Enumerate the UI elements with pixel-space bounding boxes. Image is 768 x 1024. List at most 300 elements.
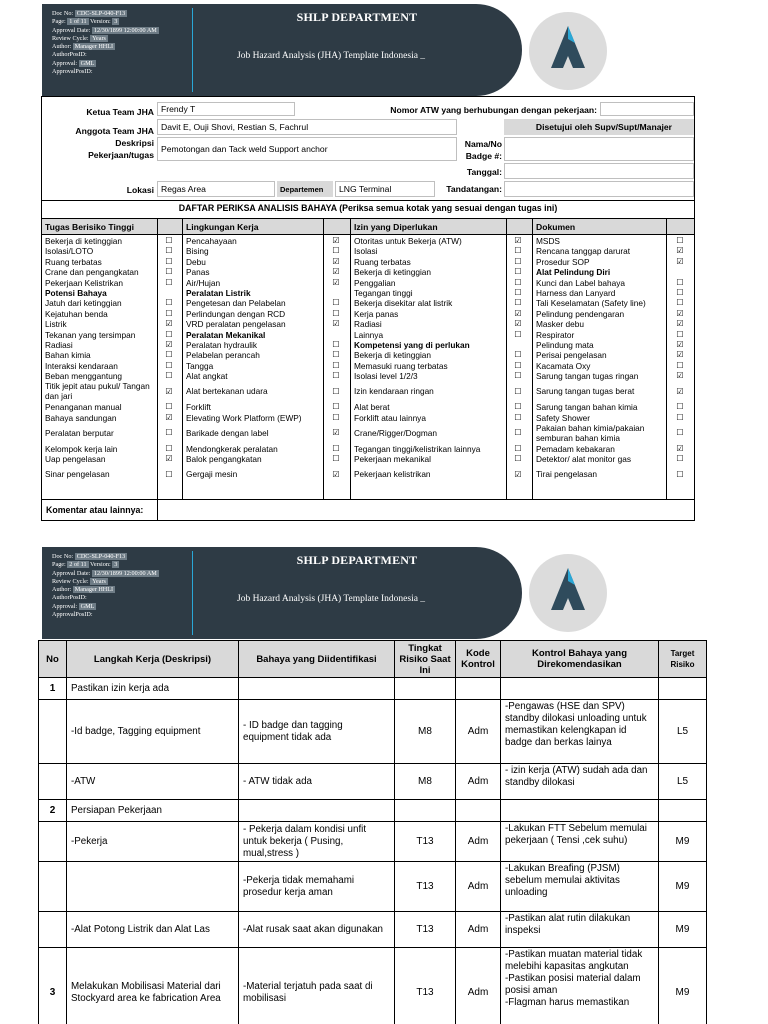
row-number: 3 [39, 948, 67, 1024]
document-title: Job Hazard Analysis (JHA) Template Indonesia _ [237, 594, 426, 604]
checklist-item-label: Kerja panas [354, 308, 399, 319]
checklist-item-label: Tirai pengelasan [536, 469, 598, 480]
row-number [39, 912, 67, 948]
checked-box-icon[interactable]: ☑ [165, 340, 173, 349]
checklist-item-label: Radiasi [45, 340, 73, 350]
target-risk-cell: M9 [659, 948, 707, 1024]
checklist-item-label: Harness dan Lanyard [536, 288, 616, 298]
unchecked-box-icon[interactable]: ☐ [676, 329, 684, 339]
checklist-item-label: Crane/Rigger/Dogman [354, 427, 438, 438]
deskripsi-value: Pemotongan dan Tack weld Support anchor [161, 144, 328, 154]
checklist-item-label: Pelabelan perancah [186, 350, 260, 361]
grid-line [157, 219, 158, 499]
meta-value: Years [92, 34, 106, 42]
header-banner-page2 [42, 547, 522, 639]
unchecked-box-icon[interactable]: ☐ [514, 454, 522, 464]
row-number: 2 [39, 800, 67, 822]
unchecked-box-icon[interactable]: ☐ [165, 246, 173, 256]
checklist-item-label: Panas [186, 267, 210, 278]
nama-label-2: Badge #: [465, 151, 502, 161]
meta-label: ApprovalPosID: [52, 68, 93, 76]
checked-box-icon[interactable]: ☑ [514, 319, 522, 329]
meta-label: Review Cycle: [52, 577, 91, 585]
unchecked-box-icon[interactable]: ☐ [332, 371, 340, 381]
col4-header: Dokumen [536, 222, 576, 232]
nama-badge-field[interactable] [504, 137, 694, 161]
unchecked-box-icon[interactable]: ☐ [514, 288, 522, 297]
empty-cell [395, 800, 456, 822]
control-cell: -Pengawas (HSE dan SPV) standby dilokasi unloading untuk memastikan kelengkapan id badge dan berkas lainya [501, 700, 659, 764]
unchecked-box-icon[interactable]: ☐ [165, 256, 173, 266]
company-logo-icon [529, 554, 607, 632]
comment-field[interactable] [158, 500, 694, 521]
control-cell: - izin kerja (ATW) sudah ada dan standby dilokasi [501, 764, 659, 800]
unchecked-box-icon[interactable]: ☐ [165, 470, 173, 479]
rule [42, 200, 694, 201]
meta-label: Author: [52, 43, 73, 51]
meta-row [52, 51, 197, 59]
unchecked-box-icon[interactable]: ☐ [332, 246, 340, 256]
column-header: Langkah Kerja (Deskripsi) [67, 641, 239, 678]
department-title: SHLP DEPARTMENT [296, 10, 418, 24]
meta-row [52, 553, 197, 561]
checklist-item-label: Respirator [536, 329, 575, 340]
meta-label: Version: [88, 561, 113, 569]
checked-box-icon[interactable]: ☑ [514, 308, 522, 318]
unchecked-box-icon[interactable]: ☐ [165, 444, 173, 453]
grid-line [323, 219, 324, 499]
checklist-item-label: Isolasi [354, 246, 378, 257]
unchecked-box-icon[interactable]: ☐ [676, 277, 684, 287]
table-row [39, 912, 707, 948]
meta-label: Approval Date: [52, 26, 92, 34]
section-title: Pastikan izin kerja ada [67, 678, 239, 700]
target-risk-cell: L5 [659, 700, 707, 764]
row-number [39, 822, 67, 862]
checklist-item-label: Sarung tangan bahan kimia [536, 402, 638, 413]
checklist-item-label: Alat berat [354, 402, 390, 413]
control-code-cell: Adm [456, 862, 501, 912]
checklist-item-label: Debu [186, 256, 206, 267]
empty-cell [501, 800, 659, 822]
risk-cell: M8 [395, 700, 456, 764]
checked-box-icon[interactable]: ☑ [514, 470, 522, 479]
ketua-label: Ketua Team JHA [86, 107, 154, 117]
unchecked-box-icon[interactable]: ☐ [676, 402, 684, 412]
unchecked-box-icon[interactable]: ☐ [332, 360, 340, 370]
checklist-item-label: Peralatan hydraulik [186, 340, 258, 350]
step-cell: -Id badge, Tagging equipment [67, 700, 239, 764]
department-title: SHLP DEPARTMENT [296, 553, 418, 567]
control-code-cell: Adm [456, 700, 501, 764]
row-number: 1 [39, 678, 67, 700]
checklist-item-label: Potensi Bahaya [45, 288, 107, 298]
col3-header: Izin yang Diperlukan [354, 222, 438, 232]
meta-row [52, 578, 197, 586]
checklist-item-label: Pelindung pendengaran [536, 308, 625, 319]
meta-row [52, 68, 197, 76]
meta-value: Manager HHLI [74, 586, 114, 594]
checklist-item-label: Pakaian bahan kimia/pakaian semburan bahan kimia [536, 423, 645, 443]
column-header: Kode Kontrol [456, 641, 501, 678]
tandatangan-label: Tandatangan: [446, 184, 502, 194]
checklist-item-label: Beban menggantung [45, 371, 123, 382]
meta-row [52, 611, 197, 619]
checklist-item-label: Tekanan yang tersimpan [45, 329, 136, 340]
checklist-item-label: Pengetesan dan Pelabelan [186, 298, 286, 309]
departemen-label: Departemen [280, 185, 324, 194]
col1-header: Tugas Berisiko Tinggi [45, 222, 134, 232]
hazard-cell: -Material terjatuh pada saat di mobilisasi [239, 948, 395, 1024]
checklist-item-label: Uap pengelasan [45, 454, 106, 465]
checklist-item-label: Sarung tangan tugas berat [536, 386, 635, 397]
unchecked-box-icon[interactable]: ☐ [165, 329, 173, 339]
unchecked-box-icon[interactable]: ☐ [514, 277, 522, 287]
control-cell: -Lakukan FTT Sebelum memulai pekerjaan ( Tensi ,cek suhu) [501, 822, 659, 862]
section-title: Persiapan Pekerjaan [67, 800, 239, 822]
checklist-item-label: Detektor/ alat monitor gas [536, 454, 631, 465]
unchecked-box-icon[interactable]: ☐ [676, 360, 684, 370]
control-cell: -Pastikan alat rutin dilakukan inspeksi [501, 912, 659, 948]
checklist-item-label: Tegangan tinggi/kelistrikan lainnya [354, 444, 481, 454]
unchecked-box-icon[interactable]: ☐ [332, 402, 340, 412]
unchecked-box-icon[interactable]: ☐ [514, 444, 522, 453]
checked-box-icon[interactable]: ☑ [676, 319, 684, 329]
checklist-item-label: Otoritas untuk Bekerja (ATW) [354, 236, 462, 246]
table-row [39, 764, 707, 800]
control-code-cell: Adm [456, 948, 501, 1024]
checklist-item-label: Safety Shower [536, 412, 590, 423]
checklist-item-label: Mendongkerak peralatan [186, 444, 278, 454]
meta-row [52, 10, 197, 18]
risk-cell: T13 [395, 948, 456, 1024]
approved-label: Disetujui oleh Supv/Supt/Manajer [535, 122, 672, 132]
column-header: Bahaya yang Diidentifikasi [239, 641, 395, 678]
unchecked-box-icon[interactable]: ☐ [165, 236, 173, 245]
unchecked-box-icon[interactable]: ☐ [514, 350, 522, 360]
checklist-item-label: Alat angkat [186, 371, 228, 382]
empty-cell [456, 678, 501, 700]
control-cell: -Pastikan muatan material tidak melebihi kapasitas angkutan -Pastikan posisi material dalam posisi aman -Flagman harus memastikan [501, 948, 659, 1024]
checklist-item-label: Penanganan manual [45, 402, 122, 413]
checklist-item-label: Isolasi level 1/2/3 [354, 371, 418, 382]
table-row [39, 700, 707, 764]
table-row [39, 822, 707, 862]
meta-label: AuthorPosID: [52, 594, 87, 602]
column-header: Kontrol Bahaya yang Direkomendasikan [501, 641, 659, 678]
meta-value: CDC-SLP-040-F13 [76, 10, 126, 17]
unchecked-box-icon[interactable]: ☐ [332, 454, 340, 464]
meta-value: 2 of 11 [69, 561, 87, 569]
meta-label: Doc No: [52, 10, 75, 17]
checklist-item-label: Pencahayaan [186, 236, 237, 246]
empty-cell [659, 800, 707, 822]
meta-row [52, 27, 197, 35]
meta-label: Author: [52, 586, 73, 594]
unchecked-box-icon[interactable]: ☐ [514, 386, 522, 396]
checked-box-icon[interactable]: ☑ [165, 412, 173, 422]
unchecked-box-icon[interactable]: ☐ [332, 308, 340, 318]
unchecked-box-icon[interactable]: ☐ [332, 340, 340, 349]
unchecked-box-icon[interactable]: ☐ [332, 386, 340, 396]
checklist-item-label: Barikade dengan label [186, 427, 269, 438]
unchecked-box-icon[interactable]: ☐ [165, 360, 173, 370]
meta-value: CDC-SLP-040-F13 [76, 553, 126, 560]
unchecked-box-icon[interactable]: ☐ [514, 267, 522, 277]
checklist-item-label: Bekerja disekitar alat listrik [354, 298, 453, 309]
meta-label: Page: [52, 18, 68, 26]
checked-box-icon[interactable]: ☑ [676, 386, 684, 396]
checklist-item-label: Air/Hujan [186, 277, 221, 288]
header-banner-page1 [42, 4, 522, 96]
target-risk-cell: M9 [659, 912, 707, 948]
checklist-item-label: Bahaya sandungan [45, 412, 117, 423]
control-cell: -Lakukan Breafing (PJSM) sebelum memulai aktivitas unloading [501, 862, 659, 912]
meta-row [52, 60, 197, 68]
unchecked-box-icon[interactable]: ☐ [514, 298, 522, 308]
unchecked-box-icon[interactable]: ☐ [514, 402, 522, 412]
risk-cell: T13 [395, 862, 456, 912]
checked-box-icon[interactable]: ☑ [676, 256, 684, 266]
tanggal-label: Tanggal: [466, 167, 502, 177]
comment-label: Komentar atau lainnya: [46, 505, 144, 515]
checklist-item-label: Tangga [186, 360, 214, 371]
checked-box-icon[interactable]: ☑ [676, 340, 684, 349]
checklist-item-label: Peralatan Listrik [186, 288, 251, 298]
checked-box-icon[interactable]: ☑ [676, 350, 684, 360]
checklist-item-label: Kejatuhan benda [45, 308, 108, 319]
meta-value: 12/30/1899 12:00:00 AM [93, 569, 157, 577]
control-code-cell: Adm [456, 912, 501, 948]
checklist-item-label: Perisai pengelasan [536, 350, 607, 361]
unchecked-box-icon[interactable]: ☐ [676, 288, 684, 297]
meta-label: Approval: [52, 602, 79, 610]
meta-row [52, 603, 197, 611]
control-code-cell: Adm [456, 822, 501, 862]
checklist-item-label: Memasuki ruang terbatas [354, 360, 448, 371]
unchecked-box-icon[interactable]: ☐ [676, 454, 684, 464]
empty-cell [456, 800, 501, 822]
meta-value: 1 of 11 [69, 18, 87, 26]
tanggal-field[interactable] [504, 163, 694, 179]
checklist-item-label: Jatuh dari ketinggian [45, 298, 122, 309]
checklist-item-label: MSDS [536, 236, 560, 246]
empty-cell [239, 800, 395, 822]
checked-box-icon[interactable]: ☑ [332, 256, 340, 266]
meta-label: Review Cycle: [52, 34, 91, 42]
risk-cell: T13 [395, 822, 456, 862]
meta-value: 3 [114, 561, 118, 569]
checked-box-icon[interactable]: ☑ [676, 246, 684, 256]
meta-row [52, 594, 197, 602]
checked-box-icon[interactable]: ☑ [332, 428, 340, 438]
checklist-title: DAFTAR PERIKSA ANALISIS BAHAYA (Periksa semua kotak yang sesuai dengan tugas ini) [178, 203, 558, 213]
deskripsi-label-2: Pekerjaan/tugas [88, 150, 154, 160]
table-row [39, 800, 707, 822]
checklist-item-label: Masker debu [536, 319, 584, 330]
step-cell: -Pekerja [67, 822, 239, 862]
checklist-item-label: Balok pengangkatan [186, 454, 262, 465]
row-number [39, 764, 67, 800]
unchecked-box-icon[interactable]: ☐ [165, 267, 173, 277]
meta-label: Approval: [52, 59, 79, 67]
unchecked-box-icon[interactable]: ☐ [514, 428, 522, 438]
hazard-cell: - Pekerja dalam kondisi unfit untuk bekerja ( Pusing, mual,stress ) [239, 822, 395, 862]
tandatangan-field[interactable] [504, 181, 694, 197]
target-risk-cell: L5 [659, 764, 707, 800]
grid-line [506, 219, 507, 499]
checklist-item-label: Isolasi/LOTO [45, 246, 94, 257]
grid-line [666, 219, 667, 499]
grid-line [350, 219, 351, 499]
ketua-value: Frendy T [161, 104, 196, 114]
checked-box-icon[interactable]: ☑ [165, 319, 173, 329]
unchecked-box-icon[interactable]: ☐ [514, 360, 522, 370]
checked-box-icon[interactable]: ☑ [332, 277, 340, 287]
checklist-item-label: Pelindung mata [536, 340, 594, 350]
meta-row [52, 561, 197, 569]
empty-cell [239, 678, 395, 700]
column-header: Target Risiko [659, 641, 707, 678]
checklist-item-label: Pemadam kebakaran [536, 444, 615, 454]
table-row [39, 948, 707, 1024]
hazard-cell: -Pekerja tidak memahami prosedur kerja aman [239, 862, 395, 912]
checked-box-icon[interactable]: ☑ [514, 236, 522, 245]
unchecked-box-icon[interactable]: ☐ [676, 470, 684, 479]
empty-cell [659, 678, 707, 700]
unchecked-box-icon[interactable]: ☐ [676, 236, 684, 245]
checklist-item-label: Rencana tanggap darurat [536, 246, 631, 257]
checklist-item-label: Bekerja di ketinggian [354, 267, 432, 278]
table-row [39, 862, 707, 912]
meta-row [52, 18, 197, 26]
step-cell: Melakukan Mobilisasi Material dari Stockyard area ke fabrication Area [67, 948, 239, 1024]
checklist-item-label: Forklift [186, 402, 211, 413]
jha-form [41, 96, 695, 521]
checked-box-icon[interactable]: ☑ [332, 470, 340, 479]
meta-label: Version: [88, 18, 113, 26]
unchecked-box-icon[interactable]: ☐ [165, 298, 173, 308]
checklist-item-label: Prosedur SOP [536, 256, 590, 267]
lokasi-label: Lokasi [126, 185, 154, 195]
checked-box-icon[interactable]: ☑ [165, 386, 173, 396]
unchecked-box-icon[interactable]: ☐ [165, 308, 173, 318]
table-row [39, 678, 707, 700]
checklist-item-label: Gergaji mesin [186, 469, 238, 480]
meta-value: 3 [114, 18, 118, 26]
unchecked-box-icon[interactable]: ☐ [165, 371, 173, 381]
column-header: No [39, 641, 67, 678]
checked-box-icon[interactable]: ☑ [332, 236, 340, 245]
checked-box-icon[interactable]: ☑ [332, 319, 340, 329]
checked-box-icon[interactable]: ☑ [676, 308, 684, 318]
checklist-item-label: Bekerja di ketinggian [45, 236, 123, 246]
anggota-label: Anggota Team JHA [75, 126, 154, 136]
company-logo-icon [529, 12, 607, 90]
checklist-item-label: Alat Pelindung Diri [536, 267, 611, 278]
checked-box-icon[interactable]: ☑ [676, 371, 684, 381]
lokasi-value: Regas Area [161, 184, 206, 194]
checklist-item-label: Pekerjaan mekanikal [354, 454, 432, 465]
deskripsi-label-1: Deskripsi [115, 138, 154, 148]
unchecked-box-icon[interactable]: ☐ [676, 428, 684, 438]
doc-meta [52, 10, 197, 76]
checklist-item-label: Kunci dan Label bahaya [536, 277, 626, 288]
control-code-cell: Adm [456, 764, 501, 800]
checked-box-icon[interactable]: ☑ [332, 267, 340, 277]
checklist-item-label: Forklift atau lainnya [354, 412, 426, 423]
checklist-item-label: Titik jepit atau pukul/ Tangan dan jari [45, 381, 150, 401]
checklist-item-label: Crane dan pengangkatan [45, 267, 139, 278]
rule [42, 234, 694, 235]
checklist-item-label: Bahan kimia [45, 350, 91, 361]
checklist-item-label: Peralatan Mekanikal [186, 329, 266, 340]
meta-row [52, 570, 197, 578]
unchecked-box-icon[interactable]: ☐ [676, 412, 684, 422]
nama-label-1: Nama/No [464, 139, 502, 149]
checklist-item-label: Perlindungan dengan RCD [186, 308, 286, 319]
document-title: Job Hazard Analysis (JHA) Template Indonesia _ [237, 51, 426, 61]
checklist-item-label: Kacamata Oxy [536, 360, 591, 371]
meta-label: ApprovalPosID: [52, 611, 93, 619]
atw-label: Nomor ATW yang berhubungan dengan pekerjaan: [390, 105, 597, 115]
unchecked-box-icon[interactable]: ☐ [676, 298, 684, 308]
unchecked-box-icon[interactable]: ☐ [514, 412, 522, 422]
departemen-value: LNG Terminal [339, 184, 392, 194]
checklist-item-label: Alat bertekanan udara [186, 386, 268, 397]
hazard-cell: - ATW tidak ada [239, 764, 395, 800]
checklist-item-label: Bising [186, 246, 209, 257]
checklist-item-label: Radiasi [354, 319, 382, 330]
checklist-item-label: Bekerja di ketinggian [354, 350, 432, 361]
jha-table [38, 640, 707, 1024]
step-cell [67, 862, 239, 912]
atw-field[interactable] [600, 102, 694, 116]
unchecked-box-icon[interactable]: ☐ [165, 277, 173, 287]
unchecked-box-icon[interactable]: ☐ [332, 298, 340, 308]
unchecked-box-icon[interactable]: ☐ [332, 350, 340, 360]
meta-label: Page: [52, 561, 68, 569]
row-number [39, 700, 67, 764]
anggota-value: Davit E, Ouji Shovi, Restian S, Fachrul [161, 122, 309, 132]
checklist-item-label: Izin kendaraan ringan [354, 386, 434, 397]
target-risk-cell: M9 [659, 822, 707, 862]
unchecked-box-icon[interactable]: ☐ [165, 428, 173, 438]
unchecked-box-icon[interactable]: ☐ [165, 402, 173, 412]
unchecked-box-icon[interactable]: ☐ [514, 371, 522, 381]
checklist-item-label: Interaksi kendaraan [45, 360, 118, 371]
checked-box-icon[interactable]: ☑ [165, 454, 173, 464]
unchecked-box-icon[interactable]: ☐ [165, 350, 173, 360]
checklist-item-label: Kelompok kerja lain [45, 444, 118, 454]
unchecked-box-icon[interactable]: ☐ [514, 329, 522, 339]
checklist-item-label: Elevating Work Platform (EWP) [186, 412, 302, 423]
checklist-item-label: Lainnya [354, 329, 384, 340]
doc-meta [52, 553, 197, 619]
unchecked-box-icon[interactable]: ☐ [332, 412, 340, 422]
step-cell: -Alat Potong Listrik dan Alat Las [67, 912, 239, 948]
unchecked-box-icon[interactable]: ☐ [514, 256, 522, 266]
unchecked-box-icon[interactable]: ☐ [514, 246, 522, 256]
checklist-item-label: Pekerjaan kelistrikan [354, 469, 431, 480]
unchecked-box-icon[interactable]: ☐ [332, 444, 340, 453]
checked-box-icon[interactable]: ☑ [676, 444, 684, 453]
grid-line [532, 219, 533, 499]
risk-cell: T13 [395, 912, 456, 948]
meta-label: Doc No: [52, 553, 75, 560]
meta-row [52, 43, 197, 51]
col2-header: Lingkungan Kerja [186, 222, 259, 232]
